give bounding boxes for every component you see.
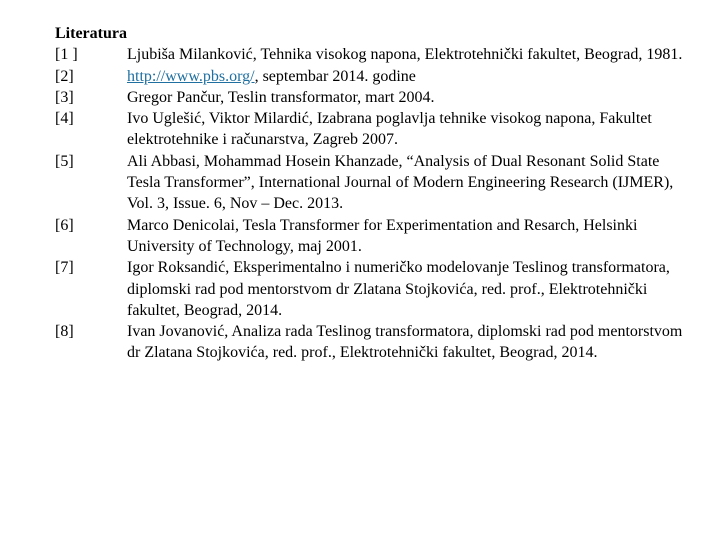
reference-number: [6] <box>55 216 74 234</box>
reference-text: Igor Roksandić, Eksperimentalno i numeričko modelovanje Teslinog transformatora, diplomski rad pod mentorstvom dr Zlatana Stojkovića, red. prof., Elektrotehnički fakultet, Beograd, 2014. <box>127 259 670 319</box>
reference-text-suffix: , septembar 2014. godine <box>254 67 416 85</box>
reference-number: [7] <box>55 259 74 277</box>
reference-item-6 <box>55 215 695 258</box>
reference-number: [8] <box>55 323 74 341</box>
reference-text: Gregor Pančur, Teslin transformator, mart 2004. <box>127 88 435 106</box>
reference-item-4 <box>55 108 695 151</box>
reference-list-document <box>55 23 695 364</box>
reference-item-3 <box>55 87 695 108</box>
reference-item-7 <box>55 257 695 321</box>
reference-text: Ivo Uglešić, Viktor Milardić, Izabrana poglavlja tehnike visokog napona, Fakultet elektrotehnike i računarstva, Zagreb 2007. <box>127 110 652 149</box>
page-title: Literatura <box>55 25 127 42</box>
reference-item-8 <box>55 321 695 364</box>
reference-number: [4] <box>55 110 74 128</box>
reference-text <box>127 66 695 87</box>
reference-text: Ivan Jovanović, Analiza rada Teslinog transformatora, diplomski rad pod mentorstvom dr Zlatana Stojkovića, red. prof., Elektrotehnički fakultet, Beograd, 2014. <box>127 323 683 362</box>
reference-list <box>55 44 695 363</box>
reference-item-1 <box>55 44 695 65</box>
reference-number: [5] <box>55 152 74 170</box>
reference-item-2 <box>55 66 695 87</box>
reference-text: Marco Denicolai, Tesla Transformer for Experimentation and Resarch, Helsinki University of Technology, maj 2001. <box>127 216 638 255</box>
reference-text: Ljubiša Milanković, Tehnika visokog napona, Elektrotehnički fakultet, Beograd, 1981. <box>127 46 683 64</box>
reference-number: [3] <box>55 88 74 106</box>
reference-item-5 <box>55 151 695 215</box>
reference-number: [1 ] <box>55 46 78 64</box>
reference-number: [2] <box>55 67 74 85</box>
pbs-link[interactable]: http://www.pbs.org/ <box>127 67 255 85</box>
reference-text: Ali Abbasi, Mohammad Hosein Khanzade, “Analysis of Dual Resonant Solid State Tesla Transformer”, International Journal of Modern Engineering Research (IJMER), Vol. 3, Issue. 6, Nov – Dec. 2013. <box>127 152 674 213</box>
